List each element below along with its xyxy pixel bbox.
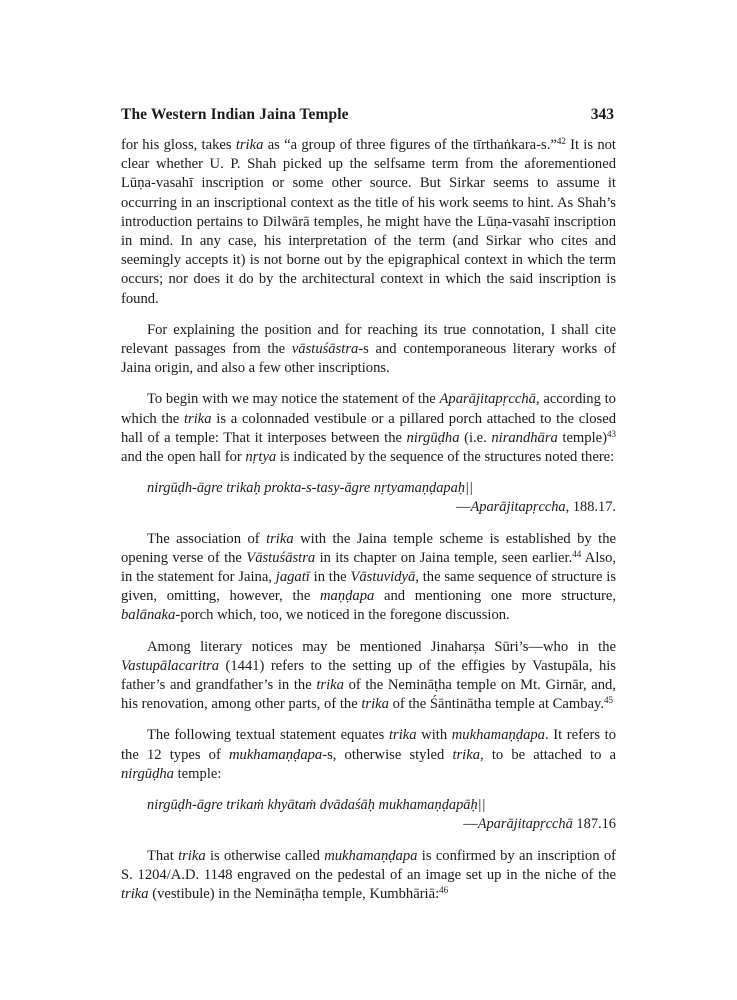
footnote-ref: 46 bbox=[439, 884, 449, 895]
text-run: is a colonnaded vestibule or a pillared porch attached to the closed hall of a temple: That it interposes between the bbox=[121, 410, 616, 446]
italic-term: Vāstuvidyā bbox=[350, 569, 416, 586]
text-run: (i.e. bbox=[459, 429, 492, 446]
text-run: for his gloss, takes bbox=[121, 137, 236, 153]
paragraph bbox=[121, 136, 616, 309]
italic-term: balānaka bbox=[121, 607, 176, 624]
paragraph bbox=[121, 321, 616, 379]
text-run: and mentioning one more structure, bbox=[374, 588, 616, 605]
text-run: . It refers to the 12 types of bbox=[121, 727, 616, 763]
text-run: , to be attached to a bbox=[480, 746, 616, 763]
page-number: 343 bbox=[590, 106, 614, 123]
text-run: is otherwise called bbox=[205, 847, 325, 864]
running-head: The Western Indian Jaina Temple bbox=[121, 106, 349, 123]
italic-term: mukhamaṇḍapa bbox=[451, 727, 545, 744]
text-run: (vestibule) in the Nemināṭha temple, Kumbhāriā: bbox=[148, 885, 440, 902]
paragraph bbox=[121, 530, 616, 626]
italic-term: Vāstuśāstra bbox=[246, 549, 316, 566]
italic-term: trika bbox=[183, 410, 212, 427]
italic-term: nṛtya bbox=[245, 449, 277, 466]
text-run: in the bbox=[309, 569, 351, 586]
text-run: It is not clear whether U. P. Shah picked up the selfsame term from the aforementioned Lūṇa-vasahī inscription or some other source. But Sirkar seems to assume it occurring in an inscriptional context as the title of his work seems to hint. As Shah’s introduction pertains to Dilwārā temples, he might have the Lūṇa-vasahī inscription in mind. In any case, his interpretation of the term (and Sirkar who cites and seemingly accepts it) is not borne out by the epigraphical context in which the term occurs; nor does it do by the architectural context in which the said inscription is found. bbox=[121, 137, 616, 307]
italic-term: trika bbox=[316, 677, 344, 694]
italic-term: trika bbox=[452, 746, 481, 763]
source-title: Aparājitapṛccha bbox=[470, 499, 566, 516]
text-run: -s and contemporaneous literary works of Jaina origin, and also a few other inscriptions. bbox=[121, 341, 617, 377]
footnote-ref: 45 bbox=[603, 695, 613, 706]
text-run: Among literary notices may be mentioned Jinaharṣa Sūri’s—who in the bbox=[147, 638, 616, 655]
italic-term: nirgūḍha bbox=[406, 429, 460, 446]
italic-term: Aparājitapṛcchā bbox=[439, 391, 536, 408]
italic-term: trika bbox=[361, 696, 389, 713]
italic-term: maṇḍapa bbox=[320, 588, 375, 605]
verse-block bbox=[121, 479, 616, 517]
source-reference: , 188.17. bbox=[565, 499, 616, 516]
paragraph bbox=[121, 638, 616, 715]
text-run: The following textual statement equates bbox=[147, 727, 389, 744]
italic-term: mukhamaṇḍapa bbox=[228, 746, 323, 763]
text-run: in its chapter on Jaina temple, seen earlier. bbox=[315, 549, 573, 566]
italic-term: trika bbox=[388, 727, 417, 744]
text-run: Also, in the statement for Jaina, bbox=[121, 549, 617, 586]
text-run: with the Jaina temple scheme is established by the opening verse of the bbox=[121, 530, 616, 566]
text-run: That bbox=[147, 847, 179, 864]
italic-term: Vastupālacaritra bbox=[121, 657, 220, 674]
text-run: is confirmed by an inscription of S. 1204/A.D. 1148 engraved on the pedestal of an image set up in the niche of the bbox=[121, 847, 616, 883]
verse-block bbox=[121, 796, 616, 834]
italic-term: trika bbox=[178, 847, 206, 864]
paragraph bbox=[121, 726, 616, 784]
verse-source: —Aparājitapṛcchā 187.16 bbox=[463, 816, 616, 833]
italic-term: nirandhāra bbox=[491, 429, 558, 446]
text-run: To begin with we may notice the statement of the bbox=[147, 391, 440, 408]
paragraph bbox=[121, 847, 616, 905]
verse-line: nirgūḍh-āgre trikaṁ khyātaṁ dvādaśāḥ mukhamaṇḍapāḥ|| bbox=[147, 797, 486, 814]
verse-source: —Aparājitapṛccha, 188.17. bbox=[456, 499, 616, 516]
text-run: -porch which, too, we noticed in the foregone discussion. bbox=[175, 607, 510, 624]
text-run: -s, otherwise styled bbox=[322, 746, 453, 763]
text-run: with bbox=[416, 727, 452, 744]
text-run: , according to which the bbox=[121, 391, 616, 427]
text-run: The association of bbox=[147, 530, 267, 547]
italic-term: vāstuśāstra bbox=[291, 341, 359, 358]
italic-term: jagatī bbox=[275, 569, 310, 586]
text-run: and the open hall for bbox=[121, 449, 246, 466]
text-run: (1441) refers to the setting up of the effigies by Vastupāla, his father’s and grandfather’s in the bbox=[121, 657, 616, 694]
text-run: , the same sequence of structure is given, omitting, however, the bbox=[121, 569, 617, 605]
italic-term: trika bbox=[235, 137, 264, 153]
page-header bbox=[121, 106, 614, 124]
verse-line: nirgūḍh-āgre trikaḥ prokta-s-tasy-āgre nṛtyamaṇḍapaḥ|| bbox=[147, 480, 473, 497]
footnote-ref: 43 bbox=[606, 428, 616, 439]
text-run: temple) bbox=[557, 429, 607, 446]
text-run: is indicated by the sequence of the structures noted there: bbox=[276, 449, 615, 466]
text-run: temple: bbox=[173, 765, 222, 782]
footnote-ref: 44 bbox=[572, 548, 582, 559]
italic-term: nirgūḍha bbox=[121, 765, 174, 782]
text-run: of the Śāntinātha temple at Cambay. bbox=[388, 696, 604, 713]
text-run: of the Nemināṭha temple on Mt. Girnār, and, his renovation, among other parts, of the bbox=[121, 677, 616, 713]
text-run: as “a group of three figures of the tīrthaṅkara-s.” bbox=[263, 137, 557, 153]
footnote-ref: 42 bbox=[556, 136, 566, 146]
italic-term: trika bbox=[266, 530, 294, 547]
body-text bbox=[121, 136, 616, 904]
paragraph bbox=[121, 390, 616, 467]
text-run: For explaining the position and for reaching its true connotation, I shall cite relevant passages from the bbox=[121, 321, 616, 358]
source-reference: 187.16 bbox=[572, 816, 616, 833]
source-title: Aparājitapṛcchā bbox=[477, 816, 573, 833]
italic-term: mukhamaṇḍapa bbox=[324, 847, 418, 864]
italic-term: trika bbox=[121, 885, 149, 902]
